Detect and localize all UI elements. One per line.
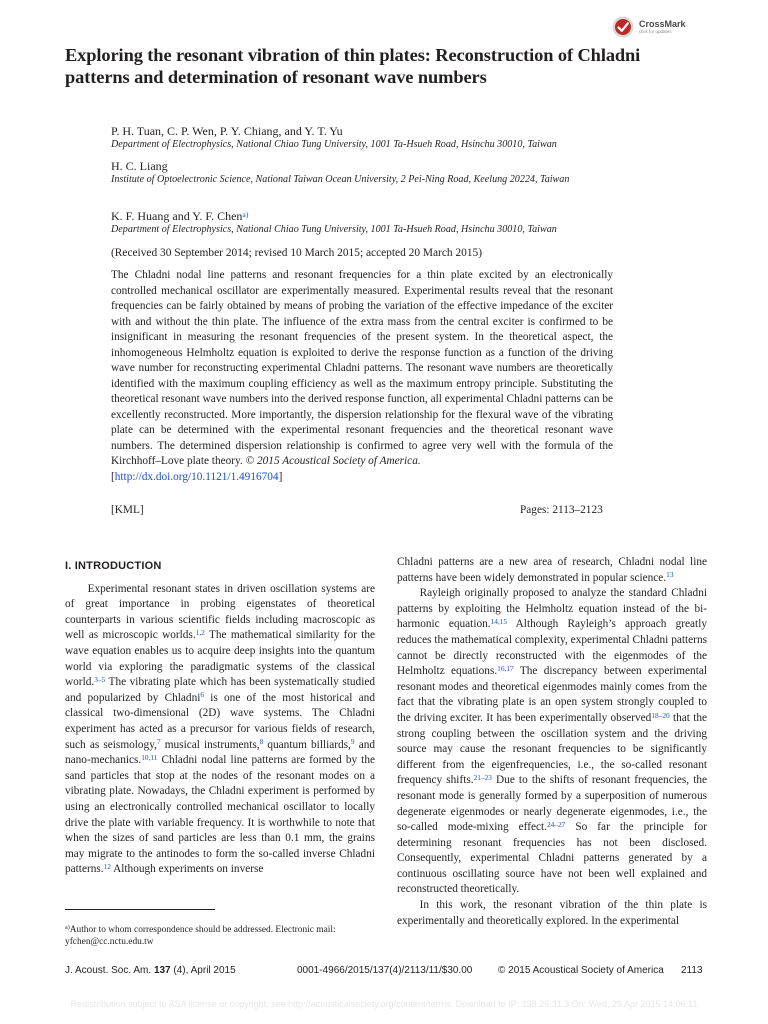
doi-link[interactable]: http://dx.doi.org/10.1121/1.4916704 (114, 470, 279, 483)
received-dates: (Received 30 September 2014; revised 10 March 2015; accepted 20 March 2015) (111, 247, 483, 259)
intro-paragraph-1: Experimental resonant states in driven oscillation systems are of great importance in probing eigenstates of theoretical counterparts in various scientific fields including macroscopic as well as microscopic worlds.$^{1,2}$ The mathematical similarity for the wave equation enables us to acquire deep insights into the quantum world via exploring the paradigmatic systems of the classical world.$^{3-5}$ The vibrating plate which has been systematically studied and popularized by Chladni$^6$ is one of the most historical and classical two-dimensional (2D) wave systems. The Chladni experiment has acted as a precursor for various fields of research, such as seismology,$^7$ musical instruments,$^8$ quantum billiards,$^9$ and nano-mechanics.$^{10,11}$ Chladni nodal line patterns are formed by the sand particles that stop at the nodes of the resonant modes on a vibrating plate. Nowadays, the Chladni experiment is performed by using an electronically controlled mechanical oscillator to locally drive the plate with variable frequency. It is worthwhile to note that when the sizes of sand particles are less than 0.1 mm, the grains may migrate to the antinodes to form the so-called inverse Chladni patterns.$^{12}$ Although experiments on inverse (65, 582, 376, 876)
citation[interactable]: 6 (200, 690, 205, 700)
footnote (65, 924, 375, 948)
affiliation-2: Institute of Optoelectronic Science, National Taiwan Ocean University, 2 Pei-Ning Road, Keelung 20224, Taiwan (111, 174, 570, 185)
footnote-text: Author to whom correspondence should be addressed. Electronic mail: yfchen@cc.nctu.edu.tw (65, 925, 336, 947)
footer-copyright: © 2015 Acoustical Society of America (498, 965, 664, 976)
page-number: 2113 (681, 965, 703, 976)
left-column (65, 559, 375, 878)
paper-title: Exploring the resonant vibration of thin plates: Reconstruction of Chladni patterns and determination of resonant wave numbers (65, 45, 641, 87)
citation[interactable]: 16,17 (497, 663, 514, 673)
citation[interactable]: 3–5 (94, 674, 106, 684)
citation[interactable]: 13 (666, 570, 674, 580)
pages-range: Pages: 2113–2123 (520, 504, 603, 516)
citation[interactable]: 14,15 (490, 617, 508, 627)
journal-citation: J. Acoust. Soc. Am. 137 (4), April 2015 (65, 965, 236, 976)
intro-paragraph-3: In this work, the resonant vibration of the thin plate is experimentally and theoretically explored. In the experimental (397, 899, 707, 927)
abstract-copyright: © 2015 Acoustical Society of America. (245, 455, 421, 467)
citation[interactable]: 7 (156, 737, 161, 747)
crossmark-icon (612, 16, 634, 38)
citation[interactable]: 12 (103, 861, 111, 871)
affiliation-1: Department of Electrophysics, National Chiao Tung University, 1001 Ta-Hsueh Road, Hsinchu 30010, Taiwan (111, 139, 557, 150)
section-heading: I. INTRODUCTION (65, 560, 162, 572)
abstract: The Chladni nodal line patterns and resonant frequencies for a thin plate excited by an electronically controlled mechanical oscillator are experimentally measured. Experimental results reveal that the resonant frequencies can be fairly obtained by means of probing the variation of the effective impedance of the exciter with and without the thin plate. The influence of the extra mass from the central exciter is confirmed to be insignificant in measuring the resonant frequencies of the present system. In the theoretical aspect, the inhomogeneous Helmholtz equation is exploited to derive the response function as a function of the driving wave number for reconstructing experimental Chladni patterns. The resonant wave numbers are theoretically identified with the maximum coupling efficiency as well as the maximum entropy principle. Substituting the theoretical resonant wave numbers into the derived response function, all experimental Chladni patterns can be excellently reconstructed. More importantly, the dispersion relationship for the flexural wave of the vibrating plate can be determined with the experimental resonant frequencies and the theoretical resonant wave numbers. The determined dispersion relationship is confirmed to agree very well with the formula of the Kirchhoff–Love plate theory. © 2015 Acoustical Society of America. [http://dx.doi.org/10.1121/1.4916704] (111, 269, 613, 483)
affiliation-3: Department of Electrophysics, National Chiao Tung University, 1001 Ta-Hsueh Road, Hsinchu 30010, Taiwan (111, 224, 557, 235)
author-line-1: P. H. Tuan, C. P. Wen, P. Y. Chiang, and Y. T. Yu (111, 124, 343, 138)
citation[interactable]: 18–20 (651, 710, 670, 720)
right-column (397, 555, 707, 929)
author-footnote-marker[interactable]: a) (242, 209, 249, 219)
citation[interactable]: 1,2 (195, 628, 205, 638)
intro-paragraph-2: Rayleigh originally proposed to analyze the standard Chladni patterns by exploiting the Helmholtz equation instead of the bi-harmonic equation.$^{14,15}$ Although Rayleigh’s approach greatly reduces the mathematical complexity, experimental Chladni patterns cannot be directly reconstructed with the eigenmodes of the Helmholtz equations.$^{16,17}$ The discrepancy between experimental resonant modes and theoretical eigenmodes mainly comes from the fact that the vibrating plate is an open system strongly coupled to the driving exciter. It has been experimentally observed$^{18-20}$ that the strong coupling between the oscillation system and the driving source may cause the resonant frequencies to be significantly different from the eigenfrequencies, i.e., the so-called resonant frequency shifts.$^{21-23}$ Due to the shifts of resonant frequencies, the resonant mode is generally formed by a superposition of numerous degenerate eigenmodes or nearly degenerate eigenmodes, i.e., the so-called mode-mixing effect.$^{24-27}$ So far the principle for determining resonant frequencies has not been disclosed. Consequently, experimental Chladni patterns generated by a continuous oscillating source have not been well explained and reconstructed theoretically. (397, 587, 708, 896)
footnote-divider (65, 909, 215, 910)
abstract-text: The Chladni nodal line patterns and resonant frequencies for a thin plate excited by an electronically controlled mechanical oscillator are experimentally measured. Experimental results reveal that the resonant frequencies can be fairly obtained by means of probing the variation of the effective impedance of the exciter with and without the thin plate. The influence of the extra mass from the central exciter is confirmed to be insignificant in measuring the resonant frequencies of the present system. In the theoretical aspect, the inhomogeneous Helmholtz equation is exploited to derive the response function as a function of the driving wave number for reconstructing experimental Chladni patterns. The resonant wave numbers are theoretically identified with the maximum coupling efficiency as well as the maximum entropy principle. Substituting the theoretical resonant wave numbers into the derived response function, all experimental Chladni patterns can be excellently reconstructed. More importantly, the dispersion relationship for the flexural wave of the vibrating plate can be determined with the experimental resonant frequencies and the theoretical resonant wave numbers. The determined dispersion relationship is confirmed to agree very well with the formula of the Kirchhoff–Love plate theory. (111, 269, 613, 467)
article-code: 0001-4966/2015/137(4)/2113/11/$30.00 (297, 965, 473, 976)
crossmark-label: CrossMark (639, 18, 686, 29)
download-watermark: Redistribution subject to ASA license or copyright; see http://acousticalsociety.org/content/terms. Download to IP: 138.26.31.3 On: Wed, 29 Apr 2015 14:06:11 (70, 999, 698, 1009)
kml-label: [KML] (111, 504, 144, 516)
author-names-3: K. F. Huang and Y. F. Chen (111, 209, 243, 223)
citation[interactable]: 21–23 (473, 773, 492, 783)
journal-volume: 137 (153, 965, 171, 976)
citation[interactable]: 10,11 (141, 752, 158, 762)
crossmark-sublabel: click for updates (639, 28, 672, 34)
citation[interactable]: 8 (259, 737, 264, 747)
crossmark-badge[interactable] (612, 14, 722, 40)
citation[interactable]: 9 (350, 737, 355, 747)
citation[interactable]: 24–27 (547, 819, 566, 829)
intro-paragraph-1-continued: Chladni patterns are a new area of research, Chladni nodal line patterns have been widely demonstrated in popular science.$^{13}$ (397, 556, 707, 584)
footnote-marker: a) (65, 925, 70, 932)
author-line-3 (111, 209, 248, 223)
author-line-2: H. C. Liang (111, 159, 168, 173)
